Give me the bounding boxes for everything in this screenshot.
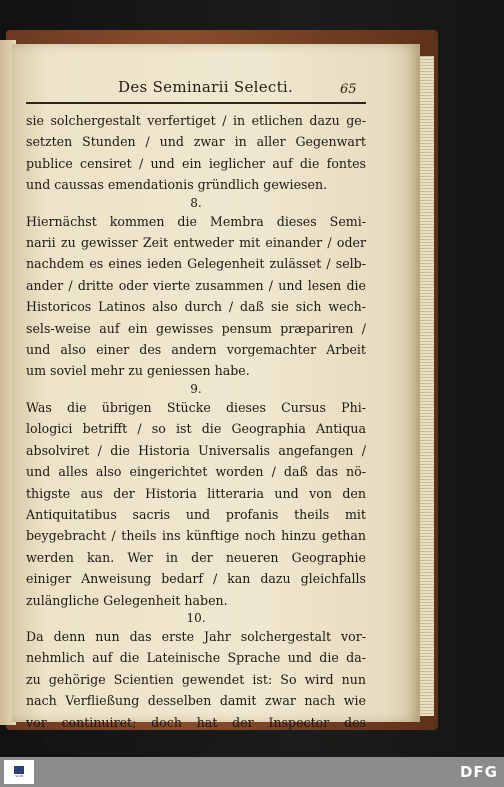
slub-logo-text: SLUB (15, 774, 23, 778)
paragraph-10 (26, 626, 366, 733)
text-line: zu gehörige Scientien gewendet ist: So wird nun (26, 671, 366, 687)
body-text (26, 110, 366, 733)
text-line: sels-weise auf ein gewisses pensum præpariren / (26, 320, 366, 336)
text-line: um soviel mehr zu geniessen habe. (26, 363, 250, 379)
paragraph-8 (26, 211, 366, 382)
text-line: sie solchergestalt verfertiget / in etlichen dazu ge- (26, 113, 366, 128)
text-line: und also einer des andern vorgemachter Arbeit (26, 342, 366, 358)
viewer-footer-bar (0, 757, 504, 787)
text-line: Da denn nun das erste Jahr solchergestalt vor- (26, 628, 366, 644)
text-line: setzten Stunden / und zwar in aller Gegenwart (26, 134, 366, 150)
text-line: Hiernächst kommen die Membra dieses Semi- (26, 213, 366, 229)
section-number: 9. (190, 381, 202, 396)
page-fore-edge (420, 56, 434, 716)
text-line: narii zu gewisser Zeit entweder mit einander / oder (26, 235, 366, 251)
running-head-title: Des Seminarii Selecti. (118, 78, 294, 96)
text-line: vor continuiret; doch hat der Inspector des (26, 714, 366, 730)
slub-logo[interactable] (4, 760, 34, 784)
page-content (26, 74, 366, 754)
library-icon (14, 766, 24, 774)
text-line: absolviret / die Historia Universalis angefangen / (26, 442, 366, 458)
text-line: ander / dritte oder vierte zusammen / und lesen die (26, 277, 366, 293)
text-line: beygebracht / theils ins künftige noch hinzu gethan (26, 528, 366, 544)
paragraph-9 (26, 397, 366, 611)
book-page (12, 44, 420, 751)
section-number: 10. (186, 610, 206, 625)
page-number: 65 (340, 82, 357, 97)
text-line: Was die übrigen Stücke dieses Cursus Phi- (26, 399, 366, 415)
section-number: 8. (190, 195, 202, 210)
text-line: werden kan. Wer in der neueren Geographie (26, 549, 366, 565)
text-line: nachdem es eines ieden Gelegenheit zulässet / selb- (26, 256, 366, 272)
head-rule (26, 102, 366, 104)
text-line: Antiquitatibus sacris und profanis theils mit (26, 506, 366, 522)
running-head (26, 74, 366, 100)
text-line: zulängliche Gelegenheit haben. (26, 592, 228, 608)
text-line: nach Verfließung desselben damit zwar nach wie (26, 693, 366, 709)
text-line: und caussas emendationis gründlich gewiesen. (26, 177, 328, 193)
catchword: Pæda- (326, 735, 366, 751)
text-line: und alles also eingerichtet worden / daß das nö- (26, 464, 366, 480)
text-line: Historicos Latinos also durch / daß sie sich wech- (26, 299, 366, 315)
text-line: nehmlich auf die Lateinische Sprache und die da- (26, 650, 366, 666)
signature-mark: V. Fortsetz. (30, 735, 102, 751)
text-line: thigste aus der Historia litteraria und von den (26, 485, 366, 501)
page-footer (26, 733, 366, 754)
dfg-logo[interactable]: DFG (459, 763, 498, 781)
paragraph-7 (26, 110, 366, 196)
gathering-letter: E (209, 735, 219, 751)
text-line: publice censiret / und ein ieglicher auf die fontes (26, 155, 366, 171)
text-line: lologici betrifft / so ist die Geographia Antiqua (26, 421, 366, 437)
text-line: einiger Anweisung bedarf / kan dazu gleichfalls (26, 571, 366, 587)
